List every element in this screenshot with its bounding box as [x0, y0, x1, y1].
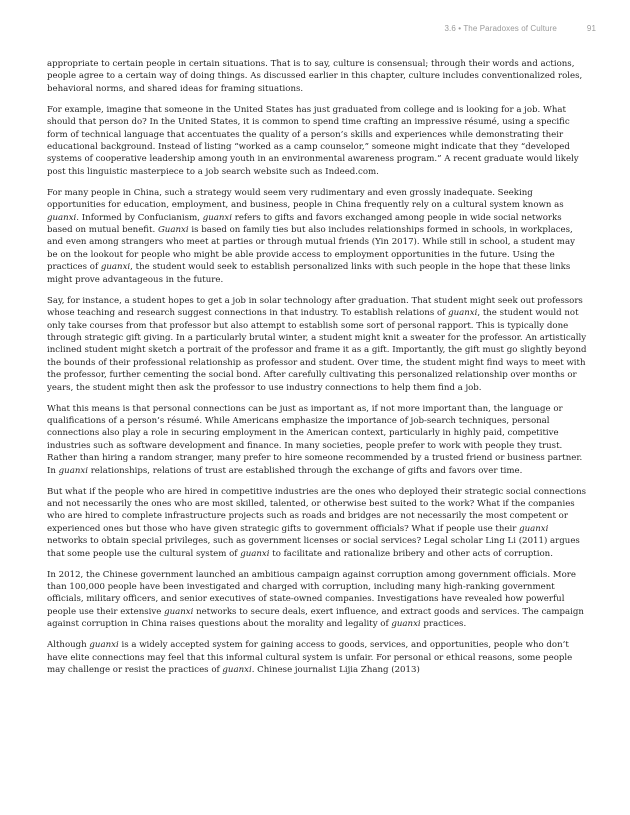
text-run: appropriate to certain people in certain situations. That is to say, culture is consensual; through their words and actions, people agree to a certain way of doing things. As discussed earlier in this chapter, culture includes conventionalized roles, behavioral norms, and shared ideas for framing situations.	[47, 59, 583, 94]
italic-term: guanxi	[519, 523, 549, 534]
paragraph	[47, 639, 587, 676]
text-run: Say, for instance, a student hopes to get a job in solar technology after graduation. That student might seek out professors whose teaching and research suggest connections in that industry. To establish relations of	[47, 295, 583, 319]
text-run: , the student would not only take courses from that professor but also attempt to establish some sort of personal rapport. This is typically done through strategic gift giving. In a particularly brutal winter, a student might knit a sweater for the professor. An artistically inclined student might sketch a portrait of the professor and frame it as a gift. Importantly, the gift must go slightly beyond the bounds of their professional relationship as professor and student. Over time, the student might find ways to meet with the professor, further cementing the social bond. After carefully cultivating this personalized relationship over months or years, the student might then ask the professor to use industry connections to help them find a job.	[47, 308, 587, 393]
text-run: What this means is that personal connections can be just as important as, if not more important than, the language or qualifications of a person’s résumé. While Americans emphasize the importance of job-search techniques, personal connections also play a role in securing employment in the American context, particularly in highly paid, competitive industries such as software development and finance. In many societies, people prefer to work with people they trust. Rather than hiring a random stranger, many prefer to hire someone recommended by a trusted friend or business partner. In	[47, 403, 583, 476]
text-run: practices.	[420, 619, 467, 630]
italic-term: guanxi	[89, 640, 119, 651]
text-run: refers to gifts and favors exchanged among people in wide social networks based on mutual benefit.	[47, 212, 562, 236]
paragraph	[47, 403, 587, 477]
text-run: For example, imagine that someone in the United States has just graduated from college and is looking for a job. What should that person do? In the United States, it is common to spend time crafting an impressive résumé, using a specific form of technical language that accentuates the quality of a person’s skills and experiences while demonstrating their educational background. Instead of listing “worked as a camp counselor,” someone might indicate that they “developed systems of cooperative leadership among youth in an environmental awareness program.” A recent graduate would likely post this linguistic masterpiece to a job search website such as Indeed.com.	[47, 104, 579, 177]
paragraph	[47, 486, 587, 560]
running-header	[445, 24, 597, 33]
italic-term: guanxi	[202, 212, 232, 223]
text-run: In 2012, the Chinese government launched an ambitious campaign against corruption among government officials. More than 100,000 people have been investigated and charged with corruption, including many high-ranking government officials, military officers, and senior executives of state-owned companies. Investigations have revealed how powerful people use their extensive	[47, 569, 576, 617]
body-text	[47, 58, 587, 685]
italic-term: guanxi	[391, 619, 421, 630]
italic-term: guanxi	[448, 308, 478, 319]
text-run: , the student would seek to establish personalized links with such people in the hope that these links might prove advantageous in the future.	[47, 262, 571, 285]
text-run: is a widely accepted system for gaining access to goods, services, and opportunities, people who don’t have elite connections may feel that this informal cultural system is unfair. For personal or ethical reasons, some people may challenge or resist the practices of	[47, 640, 573, 676]
paragraph	[47, 104, 587, 178]
text-run: to facilitate and rationalize bribery and other acts of corruption.	[269, 548, 553, 559]
text-run: But what if the people who are hired in competitive industries are the ones who deployed their strategic social connections and not necessarily the ones who are most skilled, talented, or otherwise best suited to the work? What if the companies who are hired to complete infrastructure projects such as roads and bridges are not necessarily the most competent or experienced ones but those who have given strategic gifts to government officials? What if people use their	[47, 486, 587, 534]
italic-term: guanxi	[164, 606, 194, 617]
italic-term: guanxi	[58, 465, 88, 476]
paragraph	[47, 569, 587, 631]
italic-term: guanxi	[47, 212, 77, 223]
text-run: For many people in China, such a strategy would seem very rudimentary and even grossly inadequate. Seeking opportunities for education, employment, and business, people in China frequently rely on a cultural system known as	[47, 187, 564, 211]
paragraph	[47, 295, 587, 394]
italic-term: Guanxi	[157, 225, 189, 236]
text-run: . Chinese journalist Lijia Zhang (2013)	[251, 665, 420, 676]
text-run: relationships, relations of trust are established through the exchange of gifts and favors over time.	[87, 465, 523, 476]
italic-term: guanxi	[222, 665, 252, 676]
text-run: Although	[47, 640, 90, 651]
italic-term: guanxi	[240, 548, 270, 559]
paragraph	[47, 58, 587, 95]
italic-term: guanxi	[100, 262, 131, 273]
page-number: 91	[586, 24, 596, 33]
text-run: networks to secure deals, exert influence, and extract goods and services. The campaign against corruption in China raises questions about the morality and legality of	[47, 606, 584, 630]
paragraph	[47, 187, 587, 286]
text-run: is based on family ties but also includes relationships formed in schools, in workplaces, and even among strangers who meet at parties or through mutual friends (Yin 2017). While still in school, a student may be on the lookout for people who might be able provide access to employment opportunities in the future. Using the practices of	[47, 225, 575, 273]
text-run: . Informed by Confucianism,	[76, 212, 203, 223]
text-run: networks to obtain special privileges, such as government licenses or social services? Legal scholar Ling Li (2011) argues that some people use the cultural system of	[47, 536, 580, 559]
section-title: 3.6 • The Paradoxes of Culture	[444, 24, 557, 33]
